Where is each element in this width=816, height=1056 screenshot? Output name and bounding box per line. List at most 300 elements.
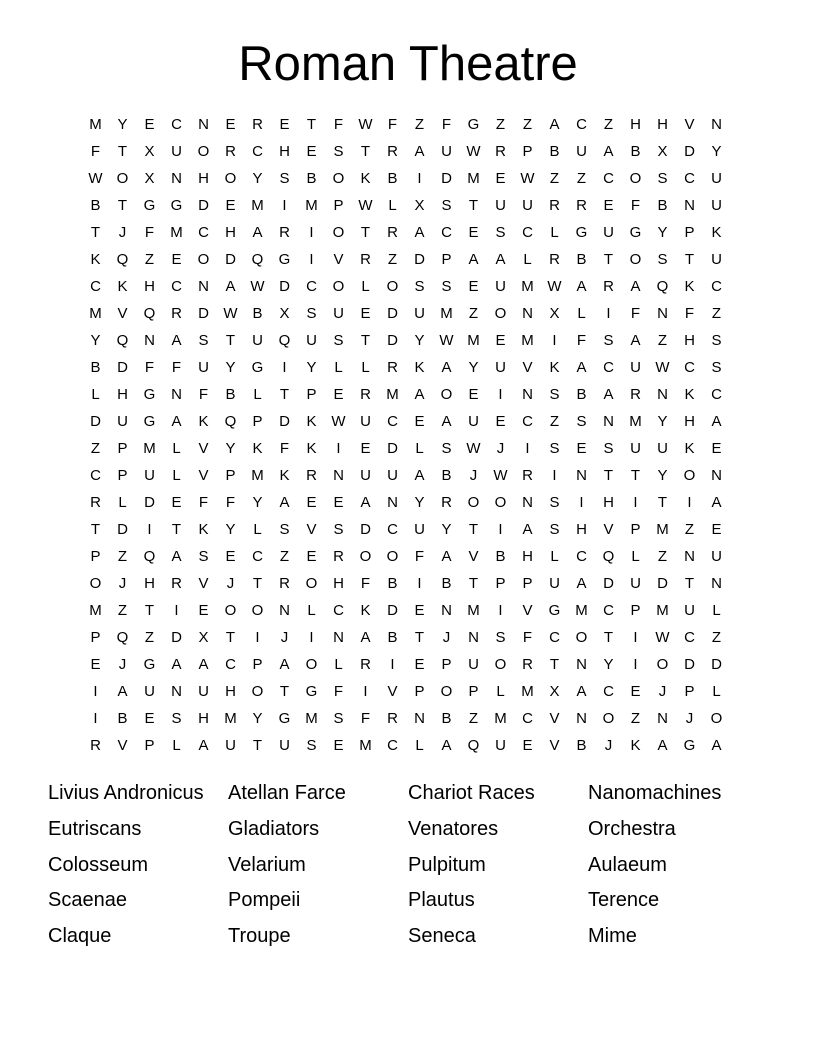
grid-letter: O (332, 278, 345, 295)
grid-letter: G (143, 413, 156, 430)
grid-letter: I (363, 683, 368, 700)
grid-letter: R (306, 467, 317, 484)
grid-letter: C (684, 359, 695, 376)
grid-letter: L (496, 683, 505, 700)
grid-letter: A (360, 494, 371, 511)
grid-letter: S (306, 305, 317, 322)
grid-letter: H (117, 386, 128, 403)
grid-letter: Y (306, 359, 317, 376)
grid-letter: I (309, 629, 314, 646)
grid-letter: P (144, 737, 155, 754)
grid-letter: F (198, 386, 209, 403)
grid-letter: T (90, 521, 101, 538)
grid-letter: U (630, 440, 641, 457)
grid-letter: U (333, 305, 344, 322)
grid-letter: A (252, 224, 263, 241)
grid-row (82, 516, 732, 543)
grid-letter: R (360, 386, 371, 403)
word-list-item: Orchestra (588, 817, 676, 840)
grid-letter: I (93, 710, 98, 727)
grid-letter: S (549, 386, 560, 403)
grid-letter: T (630, 467, 641, 484)
grid-letter: G (278, 251, 291, 268)
grid-letter: M (467, 332, 480, 349)
grid-letter: T (90, 224, 101, 241)
grid-letter: O (494, 494, 507, 511)
grid-letter: S (279, 170, 290, 187)
grid-letter: X (279, 305, 290, 322)
grid-letter: D (171, 629, 182, 646)
grid-letter: J (496, 440, 505, 457)
grid-letter: N (657, 710, 668, 727)
grid-letter: O (305, 656, 318, 673)
grid-letter: M (521, 332, 534, 349)
grid-letter: W (466, 143, 481, 160)
letter-grid (82, 111, 732, 759)
grid-letter: T (684, 251, 695, 268)
grid-letter: V (198, 467, 209, 484)
grid-letter: M (656, 521, 669, 538)
grid-letter: L (415, 737, 424, 754)
grid-letter: R (279, 224, 290, 241)
grid-letter: R (387, 359, 398, 376)
grid-letter: W (88, 170, 103, 187)
grid-letter: O (197, 251, 210, 268)
grid-letter: D (198, 305, 209, 322)
grid-letter: E (225, 116, 236, 133)
grid-letter: S (279, 521, 290, 538)
grid-letter: M (575, 602, 588, 619)
grid-letter: V (549, 737, 560, 754)
grid-letter: D (144, 494, 155, 511)
grid-letter: W (358, 197, 373, 214)
grid-letter: H (225, 224, 236, 241)
grid-letter: F (198, 494, 209, 511)
grid-letter: B (252, 305, 263, 322)
grid-letter: G (548, 602, 561, 619)
grid-letter: P (684, 224, 695, 241)
grid-letter: S (414, 278, 425, 295)
grid-letter: U (306, 332, 317, 349)
grid-letter: U (144, 683, 155, 700)
word-list-item: Venatores (408, 817, 499, 840)
grid-letter: N (387, 494, 398, 511)
grid-letter: Y (441, 521, 452, 538)
grid-letter: V (333, 251, 344, 268)
grid-letter: Q (116, 332, 129, 349)
grid-letter: M (251, 467, 264, 484)
grid-letter: O (467, 494, 480, 511)
grid-letter: E (306, 143, 317, 160)
word-list-item: Claque (48, 925, 112, 948)
grid-letter: C (603, 170, 614, 187)
grid-letter: J (118, 656, 127, 673)
grid-letter: I (309, 224, 314, 241)
grid-letter: B (576, 737, 587, 754)
grid-letter: S (603, 440, 614, 457)
grid-letter: C (171, 116, 182, 133)
grid-letter: N (171, 683, 182, 700)
grid-letter: E (333, 737, 344, 754)
grid-letter: U (387, 467, 398, 484)
word-list-item: Pulpitum (408, 853, 486, 876)
grid-letter: V (306, 521, 317, 538)
grid-letter: C (252, 548, 263, 565)
grid-letter: E (90, 656, 101, 673)
grid-letter: L (361, 278, 370, 295)
grid-letter: Y (468, 359, 479, 376)
grid-letter: P (441, 656, 452, 673)
grid-letter: I (552, 332, 557, 349)
grid-letter: C (90, 278, 101, 295)
grid-letter: L (388, 197, 397, 214)
grid-letter: N (576, 656, 587, 673)
grid-letter: O (305, 575, 318, 592)
grid-letter: Z (144, 251, 155, 268)
grid-letter: T (306, 116, 317, 133)
grid-letter: U (630, 359, 641, 376)
grid-row (82, 273, 732, 300)
grid-letter: G (143, 656, 156, 673)
grid-letter: Q (251, 251, 264, 268)
grid-letter: K (306, 440, 317, 457)
grid-letter: F (414, 548, 425, 565)
grid-letter: V (549, 710, 560, 727)
grid-letter: F (387, 116, 398, 133)
page-title: Roman Theatre (238, 37, 578, 91)
grid-letter: Q (143, 548, 156, 565)
grid-letter: C (711, 278, 722, 295)
grid-letter: N (522, 494, 533, 511)
grid-letter: G (170, 197, 183, 214)
grid-letter: D (441, 170, 452, 187)
grid-letter: T (225, 629, 236, 646)
grid-letter: X (549, 305, 560, 322)
grid-letter: T (279, 386, 290, 403)
grid-row (82, 489, 732, 516)
grid-row (82, 192, 732, 219)
grid-letter: L (334, 359, 343, 376)
grid-letter: D (711, 656, 722, 673)
grid-letter: F (144, 224, 155, 241)
grid-letter: Y (252, 494, 263, 511)
grid-letter: O (197, 143, 210, 160)
grid-letter: R (630, 386, 641, 403)
grid-letter: B (576, 251, 587, 268)
grid-row (82, 543, 732, 570)
grid-letter: W (331, 413, 346, 430)
grid-letter: P (468, 683, 479, 700)
grid-letter: D (279, 413, 290, 430)
grid-letter: N (198, 116, 209, 133)
grid-letter: N (711, 116, 722, 133)
grid-letter: H (198, 170, 209, 187)
grid-letter: I (309, 251, 314, 268)
grid-letter: I (147, 521, 152, 538)
grid-letter: N (684, 548, 695, 565)
grid-letter: S (549, 440, 560, 457)
grid-letter: P (522, 143, 533, 160)
grid-letter: U (522, 197, 533, 214)
word-list-item: Atellan Farce (228, 782, 346, 804)
grid-letter: L (631, 548, 640, 565)
grid-letter: U (360, 413, 371, 430)
grid-letter: F (684, 305, 695, 322)
word-list-item: Velarium (228, 853, 306, 876)
grid-letter: I (633, 629, 638, 646)
grid-letter: S (603, 332, 614, 349)
grid-letter: C (603, 602, 614, 619)
grid-letter: G (575, 224, 588, 241)
grid-letter: X (144, 143, 155, 160)
grid-letter: J (604, 737, 613, 754)
grid-letter: T (360, 332, 371, 349)
grid-letter: F (630, 305, 641, 322)
grid-letter: O (440, 683, 453, 700)
grid-letter: V (603, 521, 614, 538)
grid-letter: J (280, 629, 289, 646)
grid-letter: H (198, 710, 209, 727)
grid-letter: U (711, 170, 722, 187)
grid-letter: X (414, 197, 425, 214)
grid-letter: E (414, 413, 425, 430)
grid-letter: B (657, 197, 668, 214)
grid-letter: S (198, 548, 209, 565)
grid-letter: L (415, 440, 424, 457)
grid-letter: C (603, 359, 614, 376)
grid-letter: U (495, 359, 506, 376)
grid-letter: R (387, 710, 398, 727)
grid-letter: J (685, 710, 694, 727)
grid-letter: L (172, 467, 181, 484)
grid-letter: F (333, 683, 344, 700)
grid-letter: Z (414, 116, 425, 133)
grid-letter: E (495, 170, 506, 187)
grid-letter: T (279, 683, 290, 700)
grid-letter: B (387, 629, 398, 646)
grid-letter: C (252, 143, 263, 160)
grid-letter: L (712, 683, 721, 700)
grid-letter: B (441, 467, 452, 484)
grid-letter: Q (602, 548, 615, 565)
grid-letter: Y (225, 359, 236, 376)
grid-letter: A (198, 656, 209, 673)
grid-letter: M (359, 737, 372, 754)
grid-letter: H (144, 575, 155, 592)
grid-letter: X (657, 143, 668, 160)
grid-letter: P (225, 467, 236, 484)
grid-letter: N (414, 710, 425, 727)
grid-letter: E (414, 656, 425, 673)
grid-letter: I (525, 440, 530, 457)
grid-letter: K (90, 251, 101, 268)
grid-letter: R (549, 197, 560, 214)
grid-row (82, 435, 732, 462)
grid-letter: R (360, 656, 371, 673)
grid-letter: T (252, 575, 263, 592)
grid-letter: S (441, 278, 452, 295)
grid-letter: R (333, 548, 344, 565)
grid-letter: Y (414, 332, 425, 349)
grid-letter: O (386, 278, 399, 295)
grid-letter: Y (252, 170, 263, 187)
grid-letter: T (171, 521, 182, 538)
grid-letter: E (225, 548, 236, 565)
grid-row (82, 300, 732, 327)
grid-letter: E (306, 548, 317, 565)
grid-letter: A (576, 575, 587, 592)
grid-letter: Z (117, 602, 128, 619)
grid-row (82, 246, 732, 273)
grid-row (82, 354, 732, 381)
grid-letter: Q (143, 305, 156, 322)
grid-letter: C (171, 278, 182, 295)
grid-letter: T (549, 656, 560, 673)
grid-letter: V (117, 305, 128, 322)
grid-letter: U (495, 197, 506, 214)
grid-letter: U (360, 467, 371, 484)
grid-letter: P (90, 629, 101, 646)
grid-letter: B (441, 710, 452, 727)
grid-letter: U (198, 359, 209, 376)
grid-letter: I (633, 494, 638, 511)
grid-letter: Q (116, 629, 129, 646)
grid-letter: G (467, 116, 480, 133)
grid-letter: A (279, 656, 290, 673)
grid-letter: I (93, 683, 98, 700)
grid-letter: O (494, 656, 507, 673)
grid-letter: C (441, 224, 452, 241)
grid-letter: V (522, 602, 533, 619)
grid-letter: N (171, 170, 182, 187)
grid-letter: P (252, 656, 263, 673)
grid-letter: B (630, 143, 641, 160)
grid-letter: P (630, 602, 641, 619)
grid-letter: F (90, 143, 101, 160)
grid-letter: G (143, 386, 156, 403)
grid-letter: U (468, 413, 479, 430)
grid-letter: D (387, 602, 398, 619)
grid-letter: V (117, 737, 128, 754)
grid-letter: O (575, 629, 588, 646)
grid-letter: D (117, 359, 128, 376)
grid-letter: W (223, 305, 238, 322)
grid-letter: Z (576, 170, 587, 187)
grid-letter: I (498, 386, 503, 403)
grid-letter: C (333, 602, 344, 619)
grid-letter: S (549, 521, 560, 538)
word-list-item: Chariot Races (408, 782, 535, 804)
grid-letter: E (630, 683, 641, 700)
grid-row (82, 732, 732, 759)
grid-letter: O (656, 656, 669, 673)
grid-letter: U (198, 683, 209, 700)
grid-letter: P (90, 548, 101, 565)
grid-letter: F (576, 332, 587, 349)
grid-letter: A (468, 251, 479, 268)
grid-letter: Z (279, 548, 290, 565)
grid-letter: M (251, 197, 264, 214)
word-list-item: Colosseum (48, 853, 149, 876)
grid-letter: P (495, 575, 506, 592)
grid-letter: R (549, 251, 560, 268)
grid-letter: U (117, 413, 128, 430)
grid-letter: K (360, 602, 371, 619)
grid-letter: E (468, 278, 479, 295)
grid-letter: H (144, 278, 155, 295)
grid-letter: P (441, 251, 452, 268)
grid-letter: B (387, 575, 398, 592)
grid-letter: J (226, 575, 235, 592)
grid-letter: T (468, 197, 479, 214)
grid-letter: G (143, 197, 156, 214)
grid-letter: R (279, 575, 290, 592)
grid-letter: A (414, 143, 425, 160)
grid-letter: F (279, 440, 290, 457)
grid-letter: C (603, 683, 614, 700)
grid-letter: Z (711, 629, 722, 646)
grid-letter: S (441, 197, 452, 214)
grid-letter: Z (468, 305, 479, 322)
grid-letter: U (252, 332, 263, 349)
grid-letter: N (522, 305, 533, 322)
grid-letter: Q (656, 278, 669, 295)
grid-letter: S (495, 629, 506, 646)
grid-letter: F (360, 575, 371, 592)
grid-letter: P (117, 440, 128, 457)
grid-letter: W (466, 440, 481, 457)
grid-letter: O (494, 305, 507, 322)
grid-letter: G (251, 359, 264, 376)
grid-letter: A (171, 413, 182, 430)
grid-letter: I (579, 494, 584, 511)
grid-letter: F (522, 629, 533, 646)
grid-letter: D (225, 251, 236, 268)
grid-letter: A (441, 359, 452, 376)
grid-letter: H (225, 683, 236, 700)
grid-letter: K (360, 170, 371, 187)
grid-letter: N (468, 629, 479, 646)
grid-letter: S (657, 251, 668, 268)
grid-letter: L (118, 494, 127, 511)
grid-letter: B (306, 170, 317, 187)
grid-letter: U (495, 737, 506, 754)
grid-letter: T (414, 629, 425, 646)
grid-letter: Y (252, 710, 263, 727)
grid-letter: Y (225, 440, 236, 457)
grid-letter: N (198, 278, 209, 295)
grid-letter: F (171, 359, 182, 376)
grid-letter: B (387, 170, 398, 187)
grid-letter: A (225, 278, 236, 295)
word-list-item: Eutriscans (48, 817, 142, 840)
grid-letter: M (494, 710, 507, 727)
grid-letter: O (224, 170, 237, 187)
grid-letter: D (414, 251, 425, 268)
grid-letter: S (333, 143, 344, 160)
grid-letter: S (333, 521, 344, 538)
grid-letter: G (278, 710, 291, 727)
grid-letter: W (547, 278, 562, 295)
grid-letter: Z (144, 629, 155, 646)
grid-letter: D (279, 278, 290, 295)
word-list-item: Plautus (408, 889, 475, 912)
grid-letter: Q (278, 332, 291, 349)
grid-letter: Z (495, 116, 506, 133)
grid-letter: G (683, 737, 696, 754)
grid-letter: S (711, 332, 722, 349)
grid-letter: I (417, 170, 422, 187)
